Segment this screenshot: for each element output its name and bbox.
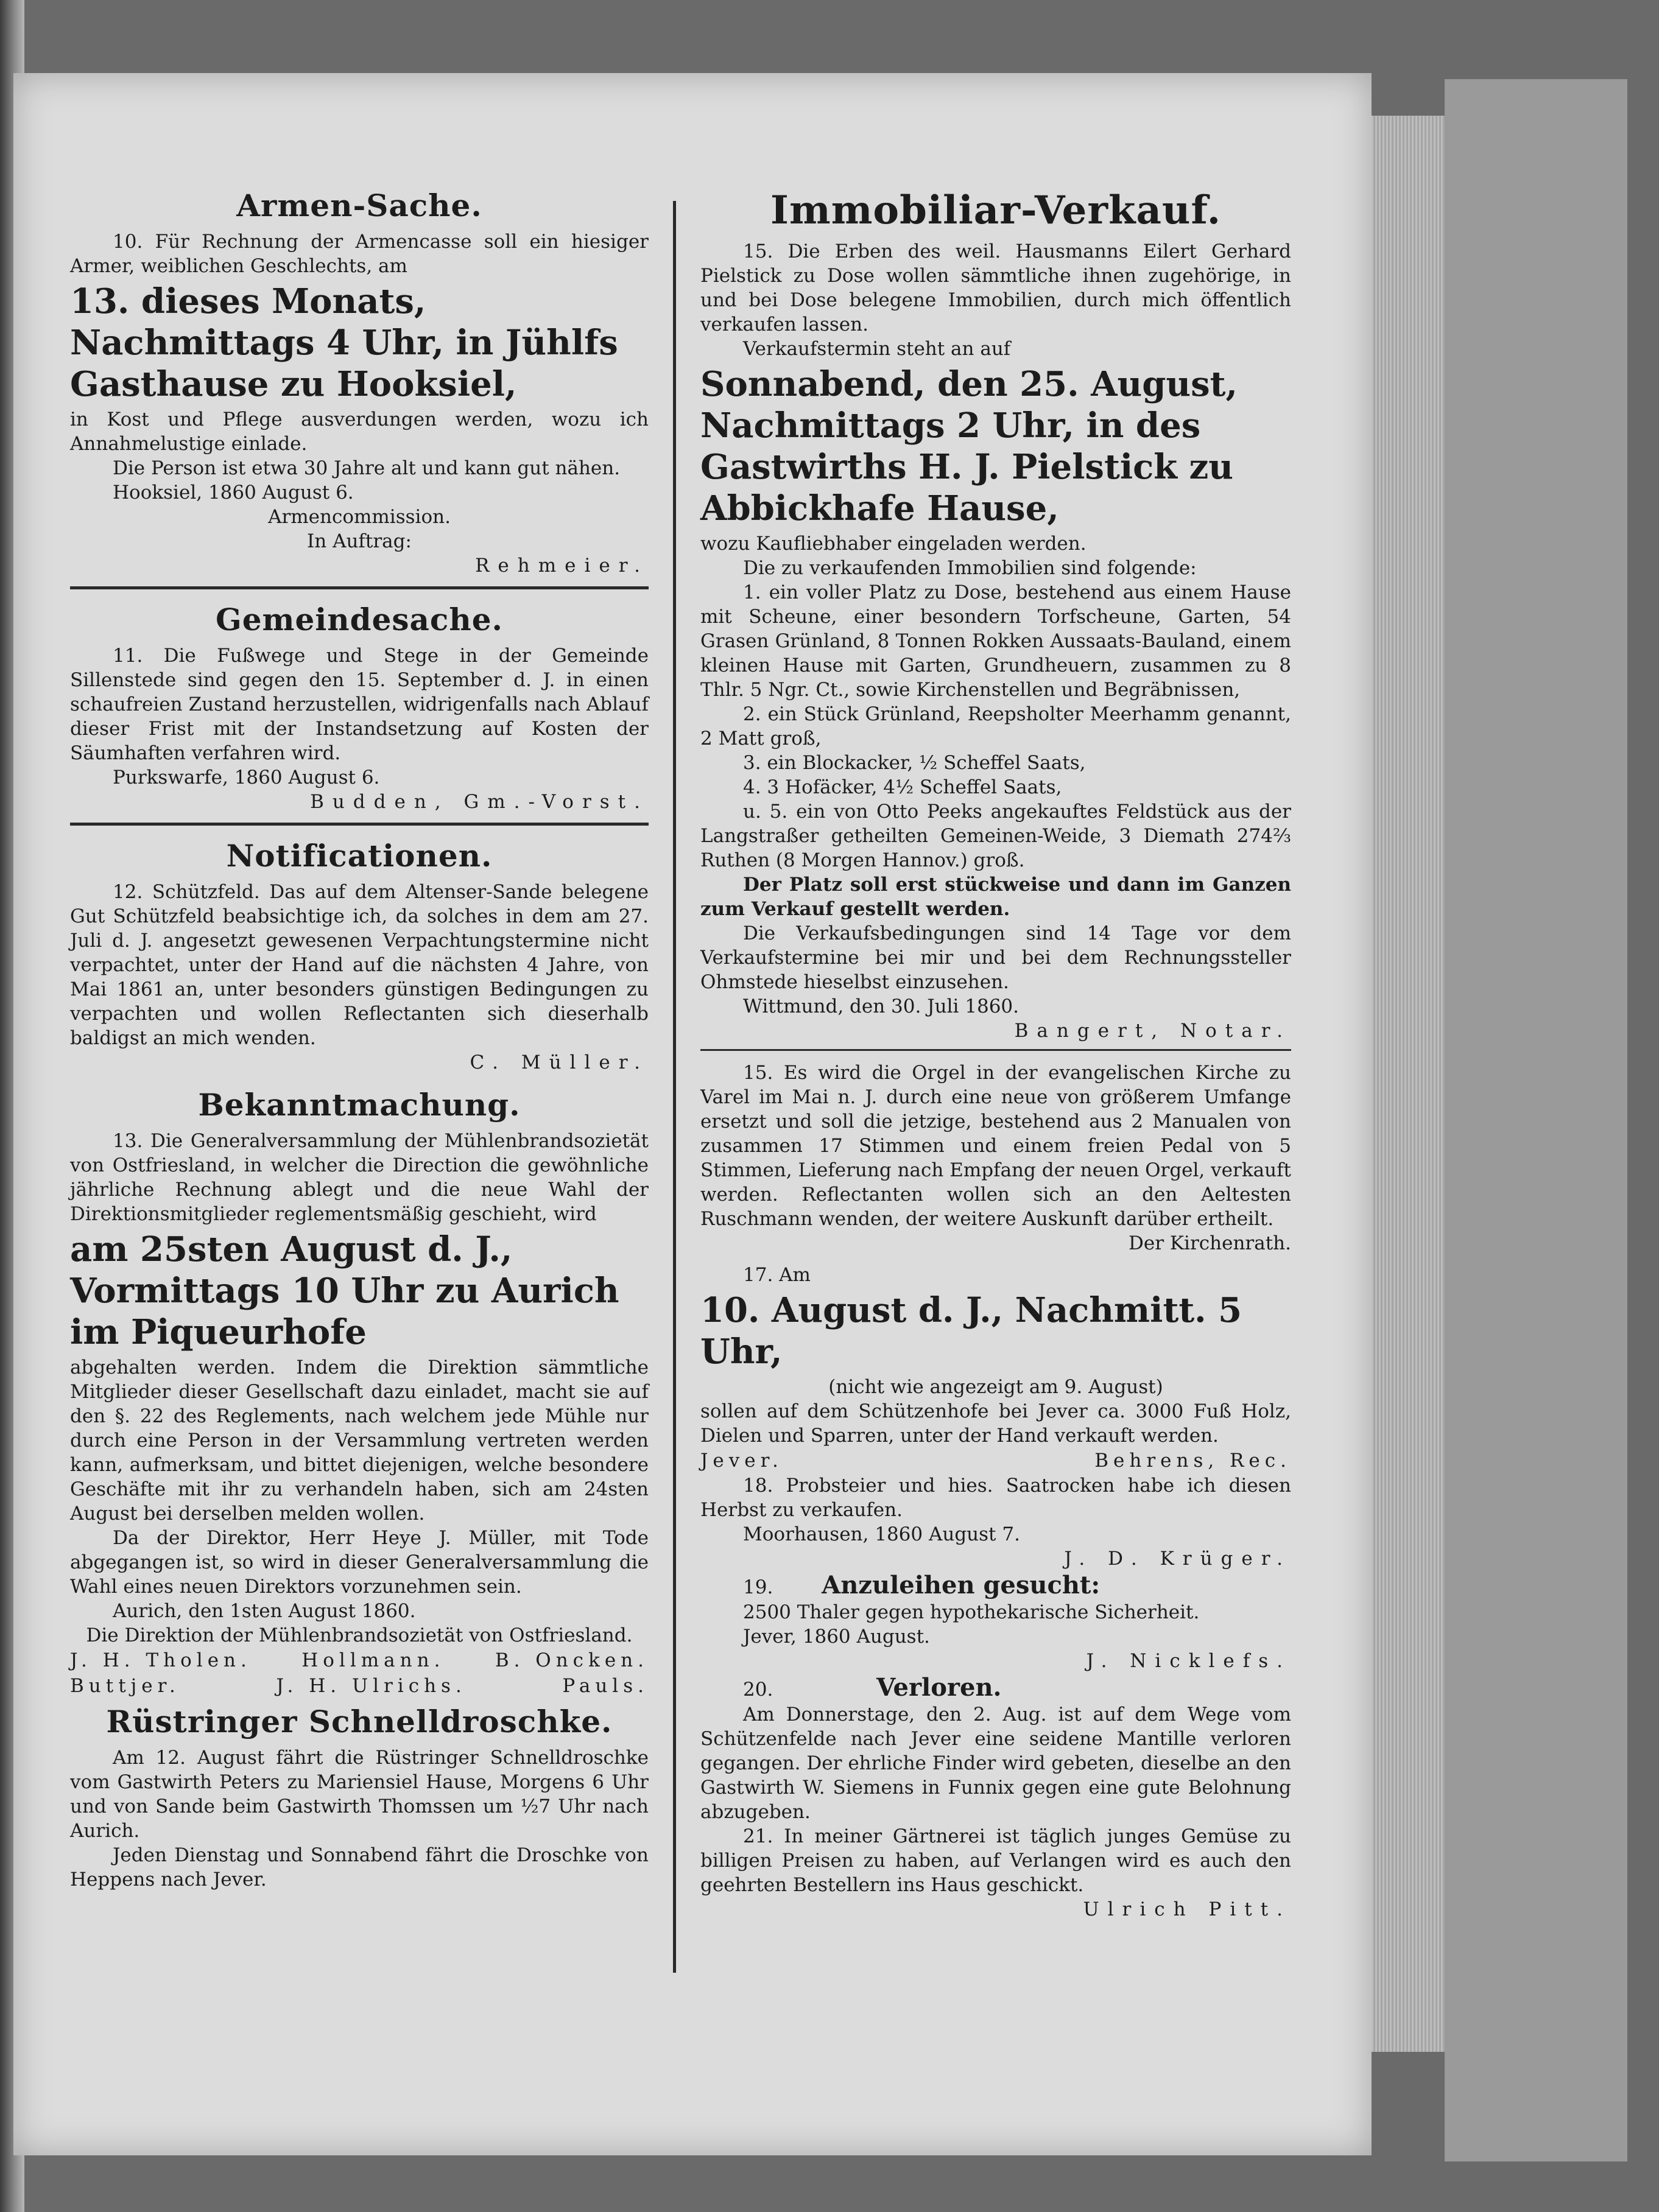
- section-title: Bekanntmachung.: [198, 1087, 521, 1123]
- notice-signature: Der Kirchenrath.: [1129, 1232, 1291, 1254]
- notice-auftrag: In Auftrag:: [307, 530, 412, 552]
- section-armen-sache: [70, 188, 649, 578]
- list-item: 1. ein voller Platz zu Dose, bestehend aus einem Hause mit Scheune, einer besondern Torfscheune, Garten, 54 Grasen Grünland, 8 Tonnen Rokken Aussaats-Bauland, einem kleinen Hause mit Garten, Grundheuern, zusammen zu 8 Thlr. 5 Ngr. Ct., sowie Kirchenstellen und Begräbnissen,: [700, 581, 1291, 701]
- section-notificationen: [70, 838, 649, 1075]
- section-anleihe: [700, 1571, 1291, 1673]
- section-orgel: [700, 1061, 1291, 1255]
- notice-signature: C. Müller.: [470, 1052, 649, 1073]
- page-edges: [1372, 116, 1445, 2052]
- signature: Hollmann.: [301, 1649, 445, 1671]
- notice-org: Armencommission.: [268, 506, 451, 528]
- notice-number: 17. Am: [743, 1264, 811, 1286]
- notice-signature: Bangert, Notar.: [1014, 1020, 1291, 1042]
- notice-text: 15. Es wird die Orgel in der evangelischen Kirche zu Varel im Mai n. J. durch eine neue von größerem Umfange ersetzt und soll die jetzige, bestehend aus 2 Manualen von zusammen 17 Stimmen und einem freien Pedal von 5 Stimmen, Lieferung nach Empfang der neuen Orgel, verkauft werden. Reflectanten wollen sich an den Aeltesten Ruschmann wenden, der weitere Auskunft darüber ertheilt.: [700, 1062, 1291, 1230]
- list-item: 4. 3 Hofäcker, 4½ Scheffel Saats,: [743, 776, 1062, 798]
- notice-text: Die Person ist etwa 30 Jahre alt und kann gut nähen.: [113, 457, 621, 479]
- section-rule: [700, 1049, 1291, 1051]
- notice-place-date: Aurich, den 1sten August 1860.: [113, 1600, 416, 1622]
- signature: Buttjer.: [70, 1675, 180, 1697]
- section-bekanntmachung: [70, 1087, 649, 1699]
- notice-text: Am Donnerstage, den 2. Aug. ist auf dem Wege vom Schützenfelde nach Jever eine seidene Mantille verloren gegangen. Der ehrliche Finder wird gebeten, dieselbe an den Gastwirth W. Siemens in Funnix gegen eine gute Belohnung abzugeben.: [700, 1704, 1291, 1823]
- notice-note: (nicht wie angezeigt am 9. August): [828, 1376, 1163, 1398]
- notice-place-date: Moorhausen, 1860 August 7.: [743, 1523, 1020, 1545]
- signature-row: [70, 1648, 649, 1673]
- notice-place-date: Jever, 1860 August.: [743, 1626, 930, 1648]
- notice-text: Da der Direktor, Herr Heye J. Müller, mit Tode abgegangen ist, so wird in dieser Generalversammlung die Wahl eines neuen Direktors vorzunehmen sein.: [70, 1527, 649, 1598]
- notice-heading-line: [700, 1673, 1291, 1702]
- list-item: 2. ein Stück Grünland, Reepsholter Meerhamm genannt, 2 Matt groß,: [700, 703, 1291, 750]
- section-gemeindesache: [70, 602, 649, 814]
- notice-signature: Budden, Gm.-Vorst.: [310, 791, 649, 813]
- signature: J. H. Ulrichs.: [276, 1675, 467, 1697]
- section-title: Verloren.: [876, 1673, 1002, 1702]
- section-title: Immobiliar-Verkauf.: [770, 188, 1221, 233]
- list-item: u. 5. ein von Otto Peeks angekauftes Feldstück aus der Langstraßer getheilten Gemeinen-Weide, 3 Diemath 274⅔ Ruthen (8 Morgen Hannov.) groß.: [700, 801, 1291, 871]
- signature-row: [700, 1448, 1291, 1473]
- notice-text: Jeden Dienstag und Sonnabend fährt die Droschke von Heppens nach Jever.: [70, 1844, 649, 1891]
- notice-text: Am 12. August fährt die Rüstringer Schnelldroschke vom Gastwirth Peters zu Mariensiel Hause, Morgens 6 Uhr und von Sande beim Gastwirth Thomssen um ½7 Uhr nach Aurich.: [70, 1747, 649, 1842]
- list-item: 3. ein Blockacker, ½ Scheffel Saats,: [743, 752, 1086, 774]
- notice-number: 19.: [743, 1576, 773, 1598]
- section-rule: [70, 586, 649, 589]
- notice-signature: J. Nicklefs.: [1086, 1650, 1291, 1672]
- notice-place: Jever.: [700, 1450, 783, 1472]
- notice-place-date: Purkswarfe, 1860 August 6.: [113, 767, 380, 788]
- notice-text: 13. Die Generalversammlung der Mühlenbrandsozietät von Ostfriesland, in welcher die Direction die gewöhnliche jährliche Rechnung ablegt und die neue Wahl der Direktionsmitglieder reglementsmäßig geschieht, wird: [70, 1130, 649, 1225]
- notice-text: 21. In meiner Gärtnerei ist täglich junges Gemüse zu billigen Preisen zu haben, auf Verlangen wird es auch den geehrten Bestellern ins Haus geschickt.: [700, 1825, 1291, 1896]
- notice-text: 11. Die Fußwege und Stege in der Gemeinde Sillenstede sind gegen den 15. September d. J. in einen schaufreien Zustand herzustellen, widrigenfalls nach Ablauf dieser Frist mit der Instandsetzung auf Kosten der Säumhaften verfahren wird.: [70, 645, 649, 764]
- signature: J. H. Tholen.: [70, 1649, 252, 1671]
- section-saat: [700, 1473, 1291, 1571]
- section-verloren: [700, 1673, 1291, 1824]
- signature: B. Oncken.: [495, 1649, 649, 1671]
- signature: Pauls.: [562, 1675, 649, 1697]
- notice-text: in Kost und Pflege ausverdungen werden, wozu ich Annahmelustige einlade.: [70, 409, 649, 455]
- notice-signature: Behrens, Rec.: [1094, 1450, 1291, 1472]
- notice-text: Die Verkaufsbedingungen sind 14 Tage vor dem Verkaufstermine bei mir und bei dem Rechnungssteller Ohmstede hieselbst einzusehen.: [700, 922, 1291, 993]
- notice-org: Die Direktion der Mühlenbrandsozietät von Ostfriesland.: [86, 1624, 633, 1646]
- notice-text: Verkaufstermin steht an auf: [743, 338, 1011, 360]
- notice-text: sollen auf dem Schützenhofe bei Jever ca. 3000 Fuß Holz, Dielen und Sparren, unter der Hand verkauft werden.: [700, 1400, 1291, 1447]
- notice-date-bold: am 25sten August d. J., Vormittags 10 Uhr zu Aurich im Piqueurhofe: [70, 1229, 619, 1352]
- section-immobiliar: [700, 188, 1291, 1043]
- section-rule: [70, 823, 649, 826]
- notice-signature: Ulrich Pitt.: [1083, 1898, 1291, 1920]
- section-title: Gemeindesache.: [216, 602, 503, 637]
- book-cover-edge: [1445, 79, 1627, 2161]
- notice-number: 20.: [743, 1679, 773, 1701]
- section-title: Anzuleihen gesucht:: [822, 1571, 1101, 1599]
- notice-bold-note: Der Platz soll erst stückweise und dann im Ganzen zum Verkauf gestellt werden.: [700, 874, 1291, 920]
- notice-place-date: Wittmund, den 30. Juli 1860.: [743, 995, 1020, 1017]
- notice-text: 12. Schützfeld. Das auf dem Altenser-Sande belegene Gut Schützfeld beabsichtige ich, da solches in dem am 27. Juli d. J. angesetzt gewesenen Verpachtungstermine nicht verpachtet, unter der Hand auf die nächsten 4 Jahre, von Mai 1861 an, unter besonders günstigen Bedingungen zu verpachten und wollen Reflectanten sich dieserhalb baldigst an mich wenden.: [70, 881, 649, 1049]
- right-column: [700, 183, 1291, 1922]
- section-title: Notificationen.: [226, 838, 493, 874]
- notice-text: Die zu verkaufenden Immobilien sind folgende:: [743, 557, 1197, 579]
- notice-place-date: Hooksiel, 1860 August 6.: [113, 482, 354, 504]
- column-divider: [673, 201, 676, 1973]
- notice-date-bold: 13. dieses Monats, Nachmittags 4 Uhr, in Jühlfs Gasthause zu Hooksiel,: [70, 281, 618, 404]
- notice-text: wozu Kaufliebhaber eingeladen werden.: [700, 533, 1087, 555]
- notice-text: 10. Für Rechnung der Armencasse soll ein hiesiger Armer, weiblichen Geschlechts, am: [70, 231, 649, 277]
- section-holz: [700, 1263, 1291, 1473]
- notice-text: 15. Die Erben des weil. Hausmanns Eilert Gerhard Pielstick zu Dose wollen sämmtliche ihnen zugehörige, in und bei Dose belegene Immobilien, durch mich öffentlich verkaufen lassen.: [700, 241, 1291, 335]
- notice-text: 2500 Thaler gegen hypothekarische Sicherheit.: [743, 1601, 1200, 1623]
- section-ruestringer: [70, 1704, 649, 1892]
- notice-date-bold: Sonnabend, den 25. August, Nachmittags 2 Uhr, in des Gastwirths H. J. Pielstick zu Abbickhafe Hause,: [700, 364, 1238, 528]
- section-title: Armen-Sache.: [236, 188, 482, 223]
- notice-text: 18. Probsteier und hies. Saatrocken habe ich diesen Herbst zu verkaufen.: [700, 1475, 1291, 1521]
- notice-date-bold: 10. August d. J., Nachmitt. 5 Uhr,: [700, 1290, 1242, 1372]
- notice-heading-line: [700, 1571, 1291, 1600]
- section-title: Rüstringer Schnelldroschke.: [106, 1704, 613, 1740]
- section-gemuese: [700, 1824, 1291, 1922]
- signature-row: [70, 1673, 649, 1699]
- notice-signature: Rehmeier.: [475, 555, 649, 577]
- notice-text: abgehalten werden. Indem die Direktion sämmtliche Mitglieder dieser Gesellschaft dazu einladet, macht sie auf den §. 22 des Reglements, nach welchem jede Mühle nur durch eine Person in der Versammlung vertreten werden kann, aufmerksam, und bittet diejenigen, welche besondere Geschäfte mit ihr zu verhandeln haben, sich am 24sten August bei derselben melden wollen.: [70, 1357, 649, 1525]
- notice-signature: J. D. Krüger.: [1064, 1548, 1291, 1570]
- left-column: [70, 183, 649, 1892]
